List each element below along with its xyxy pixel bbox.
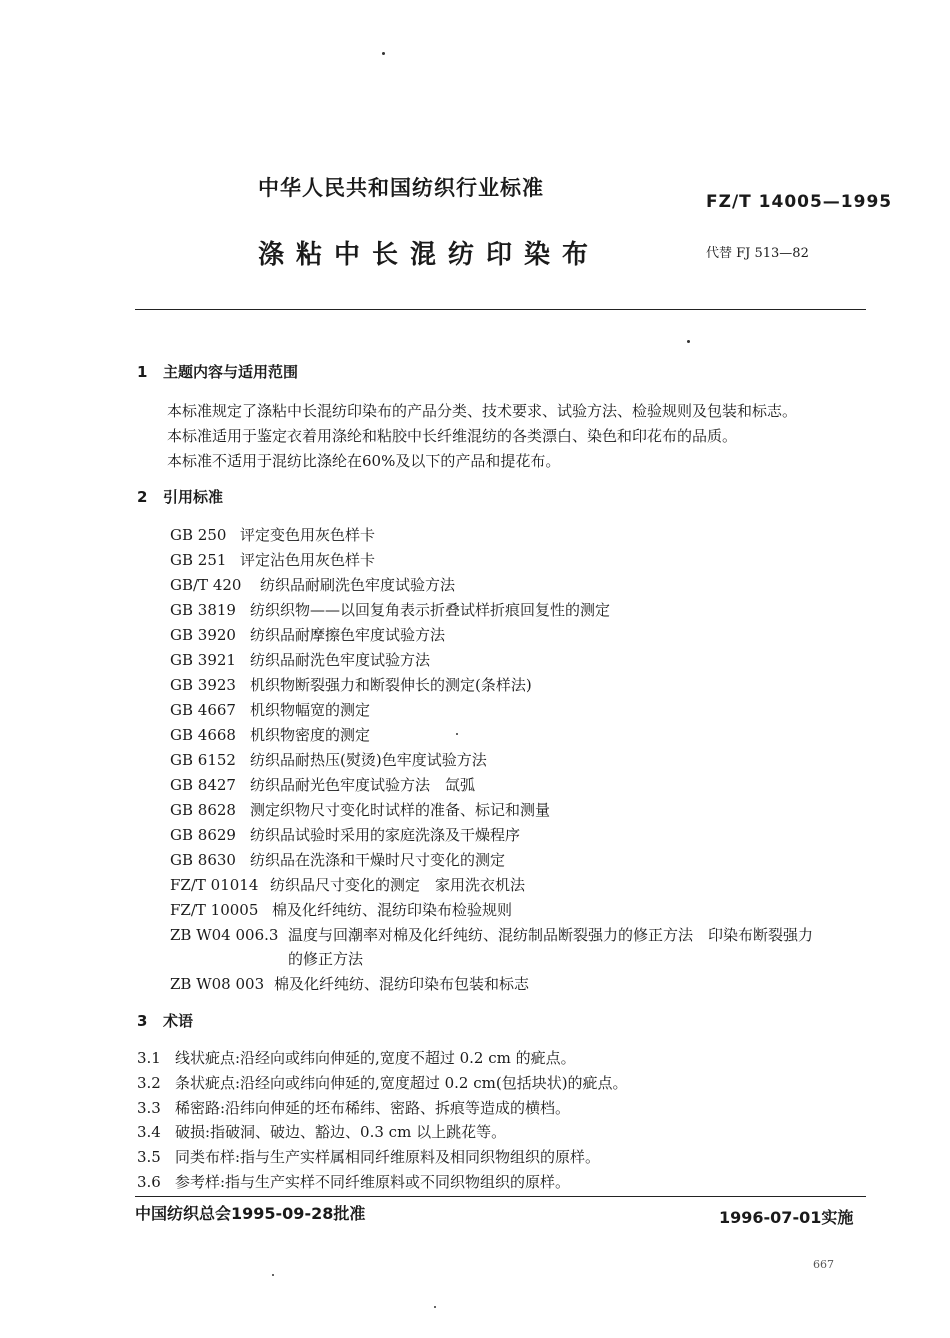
term-number: 3.5 — [137, 1148, 161, 1166]
reference-title: 纺织品耐洗色牢度试验方法 — [250, 651, 431, 669]
reference-item — [170, 674, 532, 695]
term-text: 破损:指破洞、破边、豁边、0.3 cm 以上跳花等。 — [175, 1123, 507, 1141]
page-number: 667 — [813, 1258, 834, 1271]
section-2-heading — [137, 486, 223, 507]
section-3-heading — [137, 1010, 193, 1031]
reference-code: ZB W04 006.3 — [170, 926, 279, 944]
effective-date: 1996-07-01实施 — [719, 1208, 854, 1227]
reference-code: GB 3920 — [170, 626, 236, 644]
reference-title: 纺织品耐热压(熨烫)色牢度试验方法 — [250, 751, 487, 769]
reference-title: 机织物幅宽的测定 — [250, 701, 371, 719]
term-number: 3.4 — [137, 1123, 161, 1141]
reference-item — [170, 824, 520, 845]
reference-item — [170, 924, 813, 945]
reference-code: GB 8630 — [170, 851, 236, 869]
reference-code: GB 3923 — [170, 676, 236, 694]
reference-item — [170, 574, 455, 595]
term-number: 3.6 — [137, 1173, 161, 1191]
reference-code: GB 250 — [170, 526, 227, 544]
section-number: 3 — [137, 1012, 148, 1030]
paragraph: 本标准适用于鉴定衣着用涤纶和粘胶中长纤维混纺的各类漂白、染色和印花布的品质。 — [167, 427, 738, 445]
paragraph: 本标准不适用于混纺比涤纶在60%及以下的产品和提花布。 — [167, 452, 561, 470]
reference-title: 纺织品耐摩擦色牢度试验方法 — [250, 626, 446, 644]
term-text: 线状疵点:沿经向或纬向伸延的,宽度不超过 0.2 cm 的疵点。 — [175, 1049, 576, 1067]
reference-code: FZ/T 10005 — [170, 901, 259, 919]
replaces-note: 代替 FJ 513—82 — [706, 246, 809, 261]
term-item — [137, 1121, 506, 1142]
paragraph: 本标准规定了涤粘中长混纺印染布的产品分类、技术要求、试验方法、检验规则及包装和标志。 — [167, 402, 798, 420]
section-title: 术语 — [163, 1012, 194, 1030]
term-text: 同类布样:指与生产实样属相同纤维原料及相同织物组织的原样。 — [175, 1148, 601, 1166]
reference-item — [170, 624, 445, 645]
reference-title: 测定织物尺寸变化时试样的准备、标记和测量 — [250, 801, 551, 819]
reference-item — [170, 973, 529, 994]
term-text: 参考样:指与生产实样不同纤维原料或不同织物组织的原样。 — [175, 1173, 571, 1191]
section-number: 2 — [137, 488, 148, 506]
reference-title: 温度与回潮率对棉及化纤纯纺、混纺制品断裂强力的修正方法 印染布断裂强力 — [288, 926, 814, 944]
section-number: 1 — [137, 363, 148, 381]
reference-title: 纺织品尺寸变化的测定 家用洗衣机法 — [270, 876, 526, 894]
reference-item — [170, 599, 610, 620]
reference-code: GB 6152 — [170, 751, 236, 769]
reference-code: GB/T 420 — [170, 576, 242, 594]
scan-speck — [434, 1306, 436, 1308]
document-title: 涤粘中长混纺印染布 — [258, 240, 601, 270]
section-title: 引用标准 — [163, 488, 224, 506]
reference-code: ZB W08 003 — [170, 975, 265, 993]
reference-title: 棉及化纤纯纺、混纺印染布包装和标志 — [274, 975, 530, 993]
reference-code: GB 8628 — [170, 801, 236, 819]
reference-item — [170, 724, 370, 745]
section-title: 主题内容与适用范围 — [163, 363, 299, 381]
scan-speck — [456, 733, 458, 735]
term-text: 条状疵点:沿经向或纬向伸延的,宽度超过 0.2 cm(包括块状)的疵点。 — [175, 1074, 628, 1092]
standard-code: FZ/T 14005—1995 — [706, 192, 893, 212]
reference-item — [170, 899, 512, 920]
reference-item — [170, 699, 370, 720]
term-text: 稀密路:沿纬向伸延的坯布稀纬、密路、拆痕等造成的横档。 — [175, 1099, 571, 1117]
reference-title: 机织物密度的测定 — [250, 726, 371, 744]
reference-title: 纺织品耐刷洗色牢度试验方法 — [260, 576, 456, 594]
reference-item — [170, 799, 550, 820]
reference-code: GB 3819 — [170, 601, 236, 619]
approval-date: 中国纺织总会1995-09-28批准 — [135, 1204, 366, 1223]
section-1-heading — [137, 361, 298, 382]
term-number: 3.3 — [137, 1099, 161, 1117]
reference-item — [170, 774, 475, 795]
reference-title: 纺织织物——以回复角表示折叠试样折痕回复性的测定 — [250, 601, 611, 619]
reference-title: 纺织品耐光色牢度试验方法 氙弧 — [250, 776, 476, 794]
reference-title: 棉及化纤纯纺、混纺印染布检验规则 — [272, 901, 513, 919]
footer-rule — [135, 1196, 866, 1197]
reference-code: GB 4668 — [170, 726, 236, 744]
term-item — [137, 1097, 570, 1118]
term-item — [137, 1146, 600, 1167]
reference-code: GB 8629 — [170, 826, 236, 844]
term-item — [137, 1072, 628, 1093]
reference-item — [170, 524, 375, 545]
term-item — [137, 1047, 576, 1068]
header-rule — [135, 309, 866, 310]
reference-title: 机织物断裂强力和断裂伸长的测定(条样法) — [250, 676, 532, 694]
reference-item — [170, 649, 430, 670]
header-organization: 中华人民共和国纺织行业标准 — [258, 176, 544, 200]
reference-code: GB 8427 — [170, 776, 236, 794]
reference-title: 评定变色用灰色样卡 — [240, 526, 376, 544]
reference-code: GB 4667 — [170, 701, 236, 719]
reference-title-continued: 的修正方法 — [288, 950, 364, 968]
reference-item — [170, 849, 505, 870]
reference-code: FZ/T 01014 — [170, 876, 259, 894]
reference-title: 纺织品在洗涤和干燥时尺寸变化的测定 — [250, 851, 506, 869]
reference-item — [170, 749, 487, 770]
reference-title: 纺织品试验时采用的家庭洗涤及干燥程序 — [250, 826, 521, 844]
reference-code: GB 3921 — [170, 651, 236, 669]
scan-speck — [687, 340, 690, 343]
reference-item — [170, 874, 525, 895]
reference-code: GB 251 — [170, 551, 227, 569]
reference-item — [170, 549, 375, 570]
reference-title: 评定沾色用灰色样卡 — [240, 551, 376, 569]
scan-speck — [382, 52, 385, 55]
term-number: 3.1 — [137, 1049, 161, 1067]
term-number: 3.2 — [137, 1074, 161, 1092]
scan-speck — [272, 1274, 274, 1276]
term-item — [137, 1171, 570, 1192]
